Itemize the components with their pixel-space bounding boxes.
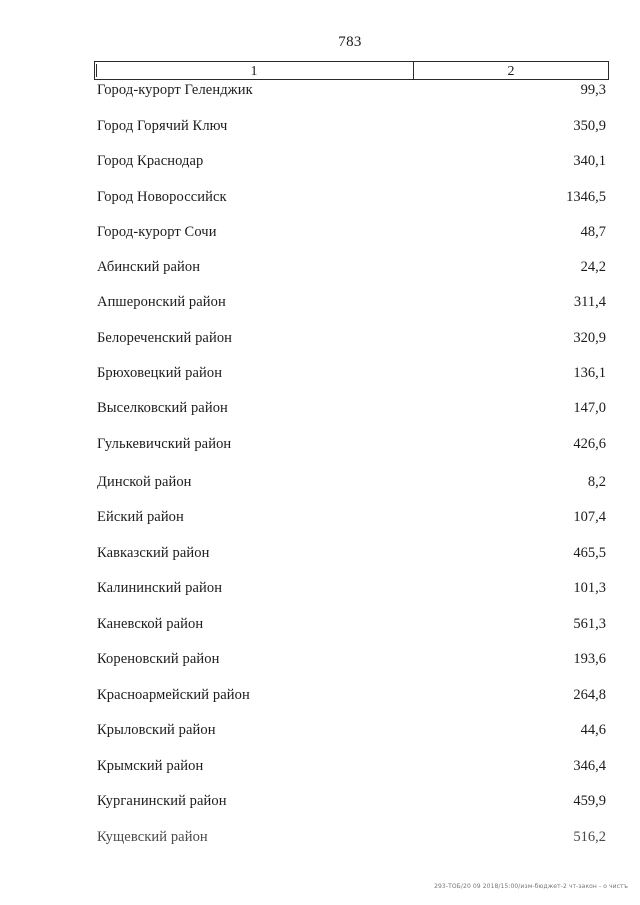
header-column-2-label: 2 [507, 64, 515, 79]
row-value: 516,2 [573, 829, 606, 845]
table-row [0, 790, 640, 812]
row-value: 350,9 [573, 118, 606, 134]
page-number: 783 [338, 34, 362, 50]
table-row [0, 362, 640, 384]
table-row [0, 684, 640, 706]
row-value: 459,9 [573, 793, 606, 809]
row-name: Ейский район [97, 509, 184, 525]
row-name: Город Краснодар [97, 153, 204, 169]
row-name: Город Горячий Ключ [97, 118, 228, 134]
row-value: 320,9 [573, 330, 606, 346]
row-name: Абинский район [97, 259, 201, 275]
table-row [0, 397, 640, 419]
row-value: 147,0 [573, 400, 606, 416]
row-name: Гулькевичский район [97, 436, 232, 452]
row-name: Калининский район [97, 580, 223, 596]
table-row [0, 221, 640, 243]
table-row [0, 648, 640, 670]
row-name: Апшеронский район [97, 294, 226, 310]
table-row [0, 291, 640, 313]
table-row [0, 506, 640, 528]
table-row [0, 755, 640, 777]
table-row [0, 542, 640, 564]
row-value: 311,4 [573, 294, 606, 310]
row-name: Выселковский район [97, 400, 228, 416]
header-column-1-label: 1 [250, 64, 258, 79]
row-value: 346,4 [573, 758, 606, 774]
row-value: 193,6 [573, 651, 606, 667]
row-value: 107,4 [573, 509, 606, 525]
table-row [0, 577, 640, 599]
row-value: 340,1 [573, 153, 606, 169]
row-value: 48,7 [580, 224, 606, 240]
row-name: Город-курорт Геленджик [97, 82, 253, 98]
table-row [0, 719, 640, 741]
row-name: Город-курорт Сочи [97, 224, 217, 240]
row-name: Белореченский район [97, 330, 233, 346]
row-name: Крымский район [97, 758, 204, 774]
row-name: Динской район [97, 474, 192, 490]
row-value: 101,3 [573, 580, 606, 596]
row-value: 426,6 [573, 436, 606, 452]
row-value: 561,3 [573, 616, 606, 632]
table-row [0, 150, 640, 172]
row-value: 136,1 [573, 365, 606, 381]
row-value: 99,3 [580, 82, 606, 98]
table-row [0, 327, 640, 349]
row-value: 44,6 [580, 722, 606, 738]
row-value: 8,2 [587, 474, 606, 490]
row-value: 264,8 [573, 687, 606, 703]
table-row [0, 186, 640, 208]
row-name: Брюховецкий район [97, 365, 223, 381]
row-name: Красноармейский район [97, 687, 250, 703]
row-value: 24,2 [580, 259, 606, 275]
row-name: Кореновский район [97, 651, 220, 667]
table-row [0, 826, 640, 848]
row-name: Каневской район [97, 616, 204, 632]
document-footer-code: 293-ТОБ/20 09 2018/15:00/изм-бюджет-2 чт-закон - о чистъ [434, 883, 628, 890]
row-name: Город Новороссийск [97, 189, 227, 205]
row-value: 1346,5 [566, 189, 606, 205]
table-row [0, 115, 640, 137]
row-name: Кущевский район [97, 829, 208, 845]
table-row [0, 613, 640, 635]
table-row [0, 79, 640, 101]
row-name: Курганинский район [97, 793, 227, 809]
row-value: 465,5 [573, 545, 606, 561]
row-name: Крыловский район [97, 722, 216, 738]
row-name: Кавказский район [97, 545, 210, 561]
table-row [0, 256, 640, 278]
table-row [0, 471, 640, 493]
table-row [0, 433, 640, 455]
